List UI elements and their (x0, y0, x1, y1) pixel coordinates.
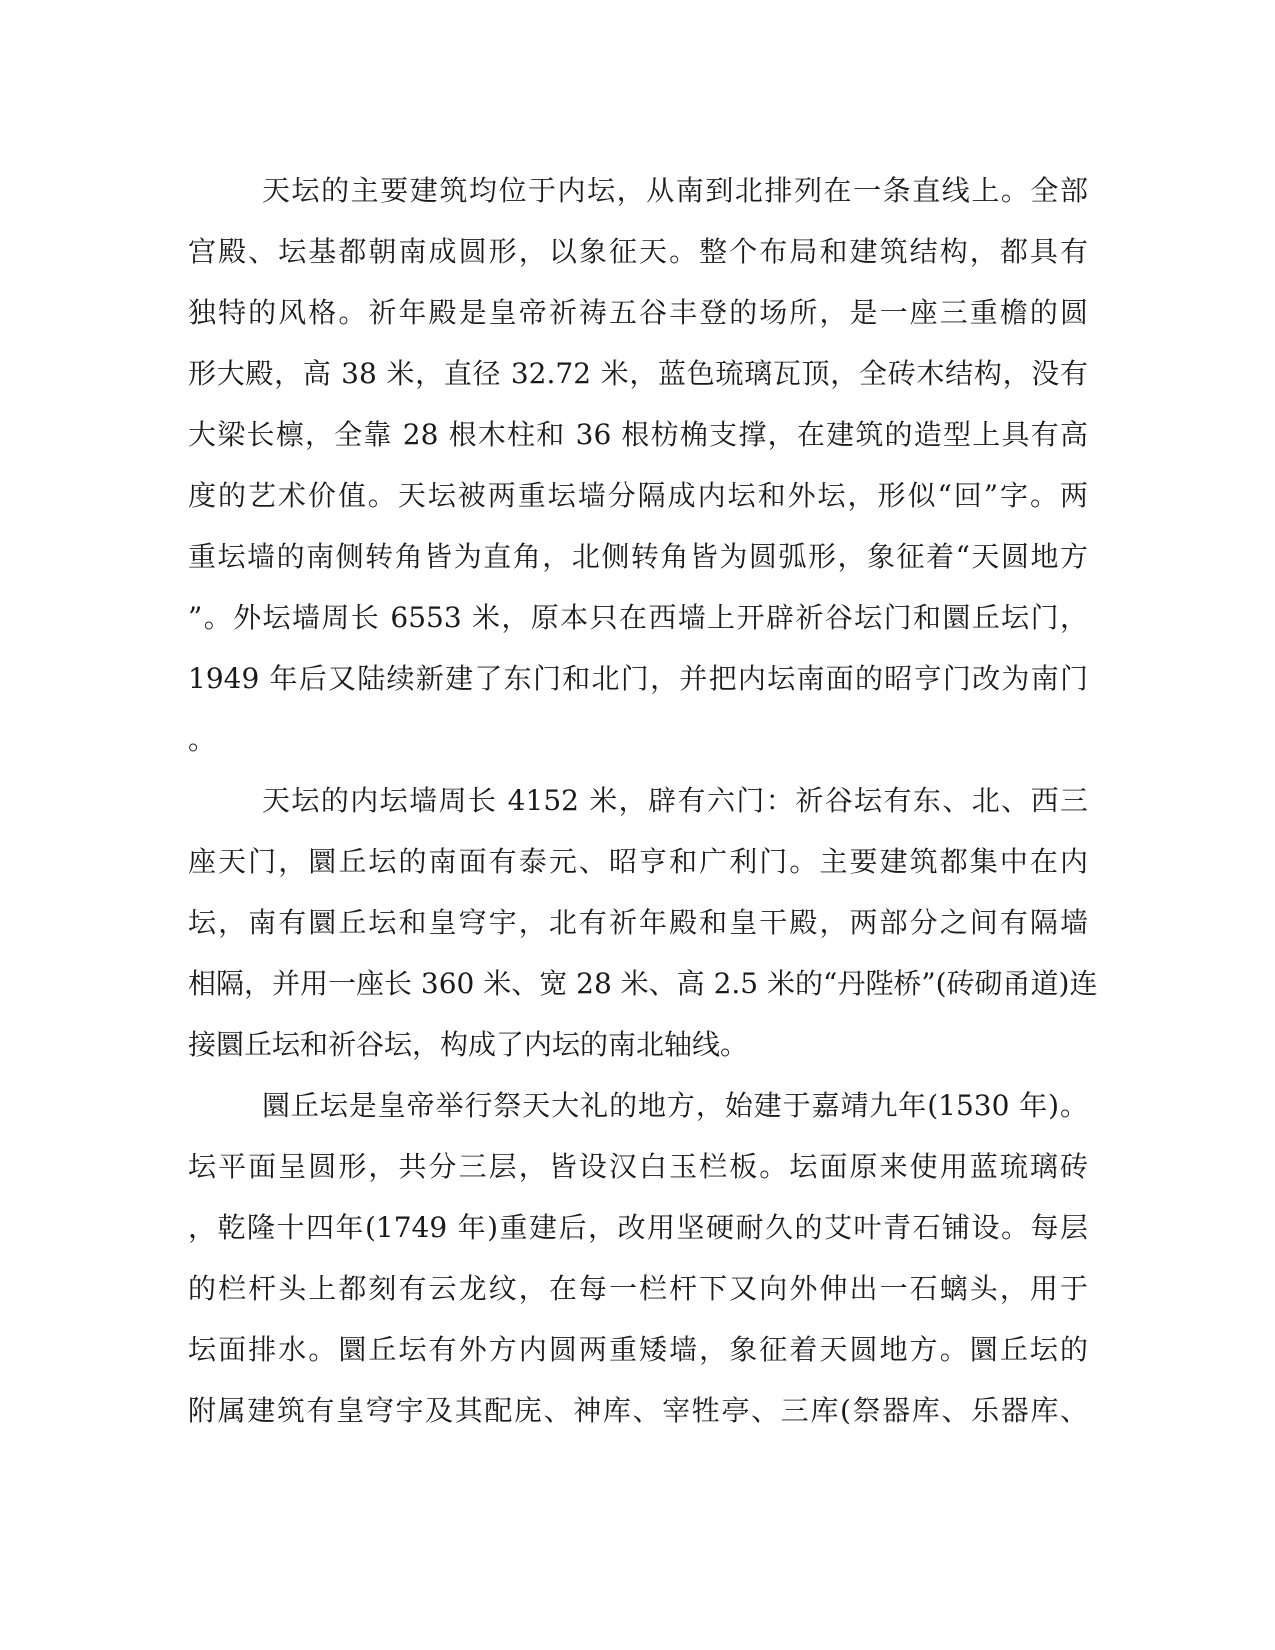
text-line: 大梁长檩，全靠 28 根木柱和 36 根枋桷支撑，在建筑的造型上具有高 (188, 418, 1088, 451)
paragraph-2 (188, 770, 1098, 1075)
paragraph-3 (188, 1075, 1088, 1441)
text-line: 重坛墙的南侧转角皆为直角，北侧转角皆为圆弧形，象征着“天圆地方 (188, 540, 1088, 573)
text-line: 圜丘坛是皇帝举行祭天大礼的地方，始建于嘉靖九年(1530 年)。 (262, 1089, 1088, 1122)
text-line: ”。外坛墙周长 6553 米，原本只在西墙上开辟祈谷坛门和圜丘坛门， (188, 601, 1088, 634)
text-line: 度的艺术价值。天坛被两重坛墙分隔成内坛和外坛，形似“回”字。两 (188, 479, 1088, 512)
text-line: 坛面排水。圜丘坛有外方内圆两重矮墙，象征着天圆地方。圜丘坛的 (188, 1333, 1088, 1366)
body-text (188, 160, 1098, 1441)
text-line: 宫殿、坛基都朝南成圆形，以象征天。整个布局和建筑结构，都具有 (188, 235, 1088, 268)
text-line: ，乾隆十四年(1749 年)重建后，改用坚硬耐久的艾叶青石铺设。每层 (188, 1211, 1088, 1244)
text-line: 附属建筑有皇穹宇及其配庑、神库、宰牲亭、三库(祭器库、乐器库、 (188, 1394, 1088, 1427)
text-line: 。 (188, 723, 217, 756)
text-line: 座天门，圜丘坛的南面有泰元、昭亨和广利门。主要建筑都集中在内 (188, 845, 1088, 878)
text-line: 的栏杆头上都刻有云龙纹，在每一栏杆下又向外伸出一石螭头，用于 (188, 1272, 1088, 1305)
text-line: 天坛的内坛墙周长 4152 米，辟有六门：祈谷坛有东、北、西三 (262, 784, 1088, 817)
text-line: 坛平面呈圆形，共分三层，皆设汉白玉栏板。坛面原来使用蓝琉璃砖 (188, 1150, 1088, 1183)
text-line: 接圜丘坛和祈谷坛，构成了内坛的南北轴线。 (188, 1028, 749, 1061)
text-line: 1949 年后又陆续新建了东门和北门，并把内坛南面的昭亨门改为南门 (188, 662, 1088, 695)
text-line: 天坛的主要建筑均位于内坛，从南到北排列在一条直线上。全部 (262, 174, 1088, 207)
text-line: 形大殿，高 38 米，直径 32.72 米，蓝色琉璃瓦顶，全砖木结构，没有 (188, 357, 1088, 390)
text-line: 相隔，并用一座长 360 米、宽 28 米、高 2.5 米的“丹陛桥”(砖砌甬道)连 (188, 967, 1098, 1000)
paragraph-1 (188, 160, 1088, 770)
text-line: 独特的风格。祈年殿是皇帝祈祷五谷丰登的场所，是一座三重檐的圆 (188, 296, 1088, 329)
text-line: 坛，南有圜丘坛和皇穹宇，北有祈年殿和皇干殿，两部分之间有隔墙 (188, 906, 1088, 939)
